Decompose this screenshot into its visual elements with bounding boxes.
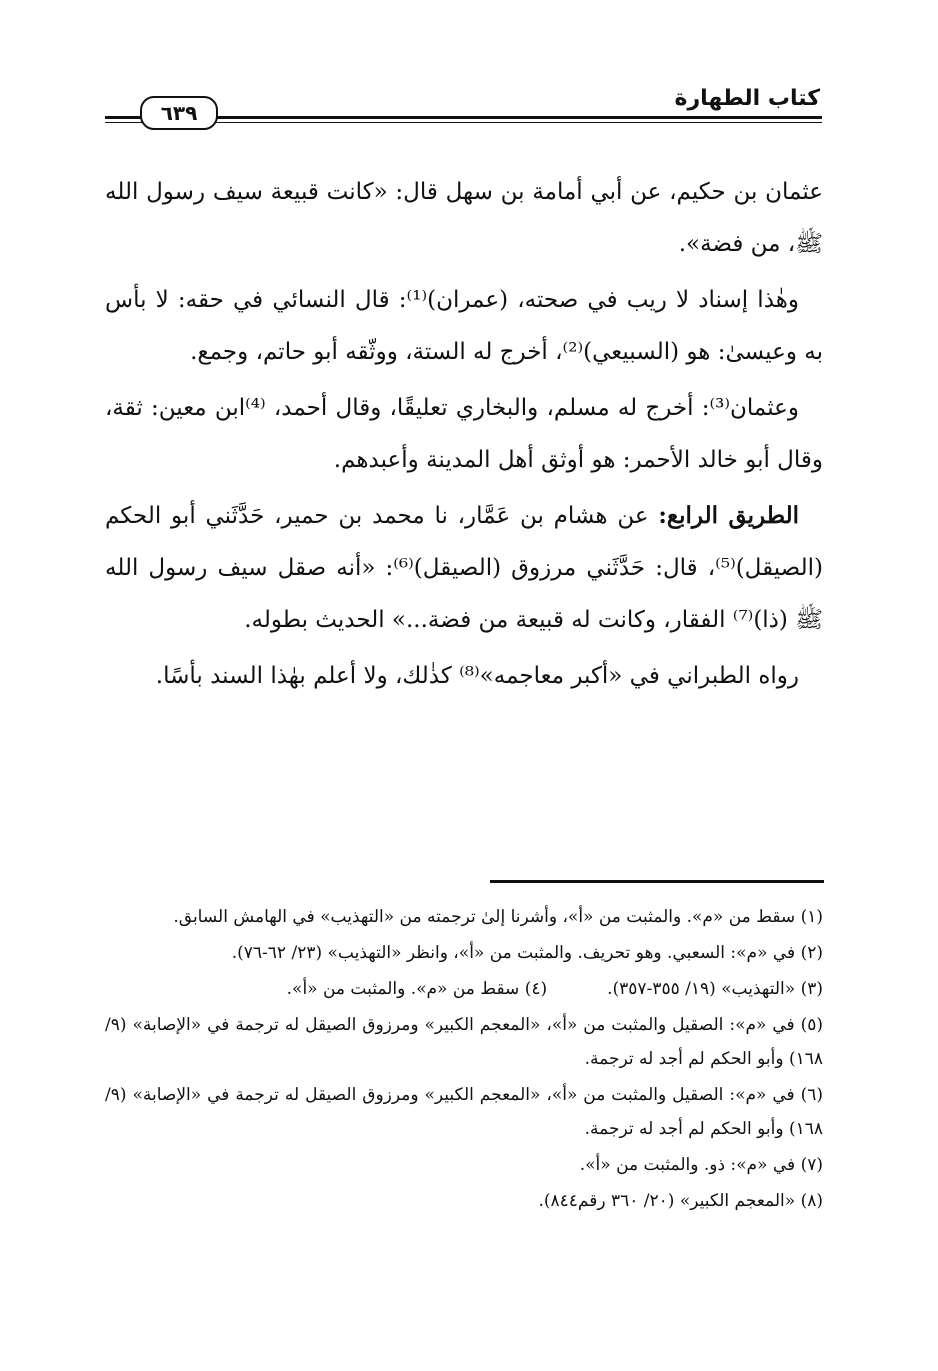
chapter-title: كتاب الطهارة	[674, 86, 820, 111]
footnote-6: (٦) في «م»: الصقيل والمثبت من «أ»، «المعجم الكبير» ومرزوق الصيقل له ترجمة في «الإصابة» (٩/ ١٦٨) وأبو الحكم لم أجد له ترجمة.	[105, 1085, 823, 1139]
section-heading: الطريق الرابع:	[658, 502, 799, 529]
footnote-1: (١) سقط من «م». والمثبت من «أ»، وأشرنا إلىٰ ترجمته من «التهذيب» في الهامش السابق.	[173, 907, 823, 927]
footnote-5: (٥) في «م»: الصقيل والمثبت من «أ»، «المعجم الكبير» ومرزوق الصيقل له ترجمة في «الإصابة» (٩/ ١٦٨) وأبو الحكم لم أجد له ترجمة.	[105, 1015, 823, 1069]
running-header	[105, 82, 822, 132]
paragraph-4	[105, 490, 823, 646]
footnote-4: (٤) سقط من «م». والمثبت من «أ».	[286, 979, 548, 999]
footnote-3: (٣) «التهذيب» (١٩/ ٣٥٥-٣٥٧).	[607, 979, 823, 999]
footnote-row-3-4	[105, 972, 823, 1006]
paragraph-4-text: عن هشام بن عَمَّار، نا محمد بن حمير، حَدَّثَني أبو الحكم (الصيقل)⁽⁵⁾، قال: حَدَّثَني مرزوق (الصيقل)⁽⁶⁾: «أنه صقل سيف رسول الله ﷺ (ذا)⁽⁷⁾ الفقار، وكانت له قبيعة من فضة...» الحديث بطوله.	[105, 503, 823, 633]
footnote-7: (٧) في «م»: ذو. والمثبت من «أ».	[579, 1155, 823, 1175]
main-text	[105, 166, 823, 706]
footnote-2: (٢) في «م»: السعبي. وهو تحريف. والمثبت من «أ»، وانظر «التهذيب» (٢٣/ ٦٢-٧٦).	[231, 943, 823, 963]
footnotes	[105, 900, 823, 1220]
paragraph-1: عثمان بن حكيم، عن أبي أمامة بن سهل قال: «كانت قبيعة سيف رسول الله ﷺ، من فضة».	[105, 179, 823, 257]
footnote-8: (٨) «المعجم الكبير» (٢٠/ ٣٦٠ رقم٨٤٤).	[538, 1191, 823, 1211]
paragraph-5: رواه الطبراني في «أكبر معاجمه»⁽⁸⁾ كذٰلك، ولا أعلم بهٰذا السند بأسًا.	[155, 663, 799, 689]
footnote-separator	[490, 880, 824, 883]
paragraph-2: وهٰذا إسناد لا ريب في صحته، (عمران)⁽¹⁾: قال النسائي في حقه: لا بأس به وعيسىٰ: هو (السبيعي)⁽²⁾، أخرج له الستة، ووثّقه أبو حاتم، وجمع.	[105, 287, 823, 365]
paragraph-3: وعثمان⁽³⁾: أخرج له مسلم، والبخاري تعليقًا، وقال أحمد، ⁽⁴⁾ابن معين: ثقة، وقال أبو خالد الأحمر: هو أوثق أهل المدينة وأعبدهم.	[105, 395, 823, 473]
page-number: ٦٣٩	[140, 96, 218, 130]
